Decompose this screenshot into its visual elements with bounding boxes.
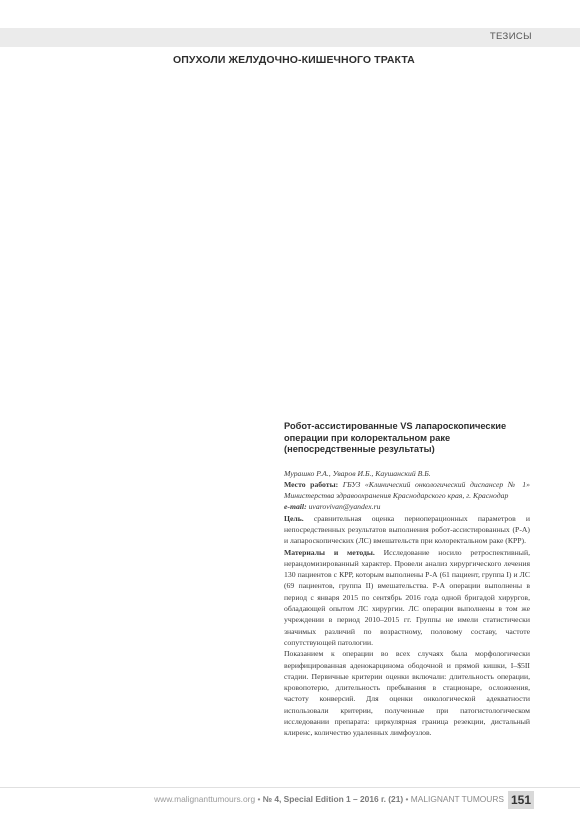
affiliation [284,479,530,502]
article-title-line: (непосредственные результаты) [284,444,435,454]
methods-text: Исследование носило ретроспективный, нерандомизированный характер. Провели анализ хирургического лечения 130 пациентов с КРР, которым выполнены Р-А (61 пациент, группа I) и ЛС (69 пациентов, группа II) вмешательства. Р-А операции выполнены в период с января 2015 по сентябрь 2016 года одной бригадой хирургов, обладающей опытом ЛС хирургии. ЛС операции выполнены в том же учреждении в период 2010–2015 гг. Группы не имели статистически значимых различий по возрастному, половому составу, частоте сопутствующей патологии. [284,547,530,647]
goal-text: сравнительная оценка периоперационных параметров и непосредственных результатов выполнения робот-ассистированных (Р-А) и лапароскопических (ЛС) вмешательств при колоректальном раке (КРР). [284,513,531,546]
footer-url: www.malignanttumours.org [154,794,256,804]
goal-label: Цель. [284,513,304,523]
article-title-line: Робот-ассистированные VS лапароскопические [284,421,507,431]
email-address: uvarovivan@yandex.ru [308,502,381,512]
footer-journal: MALIGNANT TUMOURS [410,794,504,804]
page-number: 151 [508,791,534,809]
affiliation-label: Место работы: [284,479,339,489]
section-title: ОПУХОЛИ ЖЕЛУДОЧНО-КИШЕЧНОГО ТРАКТА [173,54,415,66]
section-header-label: ТЕЗИСЫ [489,31,532,42]
email-line [284,501,530,512]
footer-text [154,794,504,804]
article-title [284,421,530,456]
footer-separator: • [405,794,409,804]
methods-paragraph [284,547,530,649]
goal-paragraph [284,513,530,547]
affiliation-text: ГБУЗ «Клинический онкологический диспансер № 1» Министерства здравоохранения Краснодарского края, г. Краснодар [284,479,530,501]
article-title-line: операции при колоректальном раке [284,432,451,443]
email-label: e-mail: [284,502,307,512]
footer-separator: • [257,794,261,804]
header-band [0,28,580,47]
footer [0,787,580,812]
footer-issue: № 4, Special Edition 1 – 2016 г. (21) [262,794,404,804]
methods-label: Материалы и методы. [284,547,375,557]
authors: Мурашко Р.А., Уваров И.Б., Каушанский В.Б. [284,468,431,478]
article [284,421,530,739]
indications-paragraph: Показанием к операции во всех случаях была морфологически верифицированная аденокарцинома ободочной и прямой кишки, I–$5II стадии. Первичные критерии оценки включали: длительность операции, кровопотерю, длительность пребывания в стационаре, осложнения, частоту конверсий. Для оценки онкологической адекватности использовали критерии, полученные при патогистологическом исследовании препарата: циркулярная граница резекции, дистальный клиренс, количество удаленных лимфоузлов. [284,649,530,738]
